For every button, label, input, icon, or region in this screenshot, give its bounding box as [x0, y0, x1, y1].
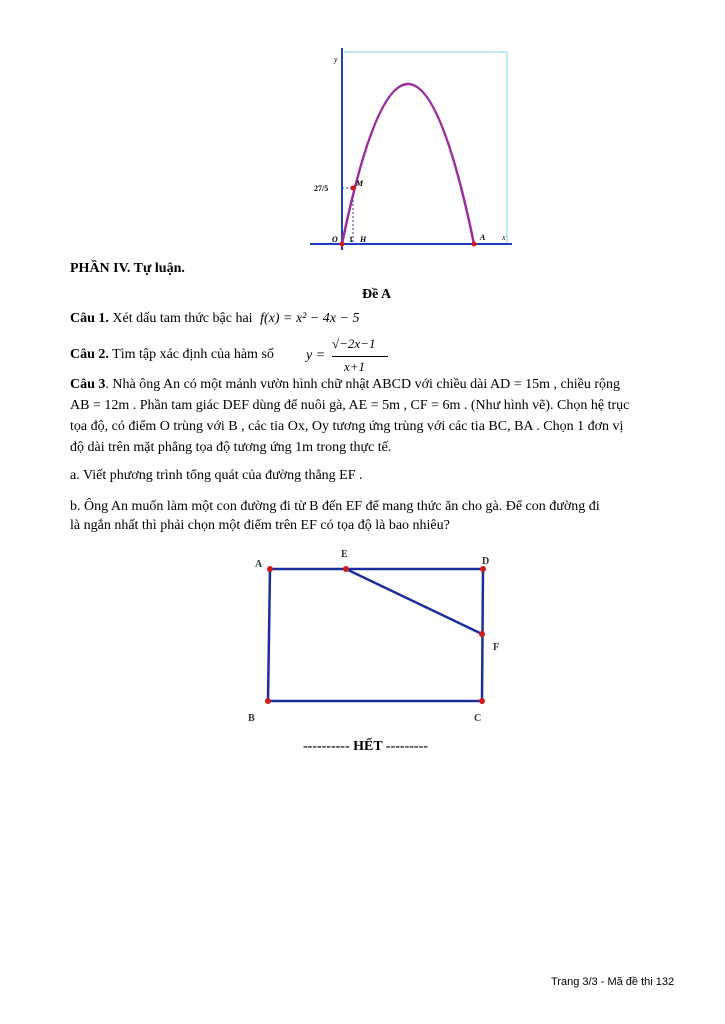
- y-tick-label: 27/5: [314, 184, 329, 193]
- q2-denominator: x+1: [344, 359, 366, 374]
- point-O: [340, 242, 345, 247]
- y-axis-label: y: [334, 55, 338, 64]
- parabola-curve: [342, 84, 474, 244]
- point-A: [472, 242, 477, 247]
- x-tick-label: 1: [349, 235, 353, 244]
- label-D: D: [482, 556, 490, 567]
- q3-part-b-line-1: b. Ông An muốn làm một con đường đi từ B đến EF để mang thức ăn cho gà. Để con đường đi: [70, 499, 600, 514]
- point-M: [351, 186, 356, 191]
- q2-numerator: √−2x−1: [332, 336, 376, 351]
- point-B-dot: [265, 698, 271, 704]
- rectangle-ABCD: [268, 569, 483, 701]
- q2-label: Câu 2.: [70, 347, 109, 362]
- q2-text: Tìm tập xác định của hàm số: [112, 347, 274, 362]
- origin-label: O: [332, 235, 338, 244]
- page-footer: Trang 3/3 - Mã đề thi 132: [551, 976, 675, 988]
- q3-part-a: a. Viết phương trình tổng quát của đường thẳng EF .: [70, 468, 363, 483]
- q3-part-b-line-2: là ngắn nhất thì phải chọn một điểm trên EF có tọa độ là bao nhiêu?: [70, 518, 450, 533]
- q3-line-1: [70, 375, 620, 395]
- q3-line1-text: . Nhà ông An có một mảnh vườn hình chữ nhật ABCD với chiều dài AD = 15m , chiều rộng: [105, 377, 621, 392]
- label-F: F: [493, 642, 500, 653]
- q3-label: Câu 3: [70, 377, 106, 392]
- question-2: [70, 345, 274, 365]
- point-M-label: M: [356, 179, 364, 188]
- q3-line-2: AB = 12m . Phần tam giác DEF dùng để nuôi gà, AE = 5m , CF = 6m . (Như hình vẽ). Chọn hệ trục: [70, 398, 630, 413]
- q2-lhs: y =: [306, 348, 326, 363]
- label-B: B: [248, 713, 255, 724]
- x-axis-label: x: [502, 233, 506, 242]
- label-E: E: [341, 549, 348, 560]
- end-marker: ---------- HẾT ---------: [303, 739, 428, 754]
- point-H-label: H: [360, 235, 367, 244]
- q3-line-4: độ dài trên mặt phẳng tọa độ tương ứng 1m trong thực tế.: [70, 440, 392, 455]
- section-heading: PHẦN IV. Tự luận.: [70, 261, 185, 276]
- point-A-label: A: [480, 233, 486, 242]
- q1-label: Câu 1.: [70, 311, 109, 326]
- segment-EF: [346, 569, 482, 634]
- question-1: [70, 309, 359, 329]
- point-F-dot: [479, 631, 485, 637]
- label-C: C: [474, 713, 482, 724]
- parabola-graph: [300, 40, 520, 255]
- label-A: A: [255, 559, 263, 570]
- point-C-dot: [479, 698, 485, 704]
- q1-formula: f(x) = x² − 4x − 5: [260, 311, 360, 326]
- q1-text: Xét dấu tam thức bậc hai: [112, 311, 253, 326]
- exam-code: Đề A: [362, 287, 392, 302]
- point-E-dot: [343, 566, 349, 572]
- rectangle-figure: [240, 545, 510, 730]
- point-A-dot: [267, 566, 273, 572]
- q3-line-3: tọa độ, có điểm O trùng với B , các tia Ox, Oy tương ứng trùng với các tia BC, BA . Chọn 1 đơn vị: [70, 419, 624, 434]
